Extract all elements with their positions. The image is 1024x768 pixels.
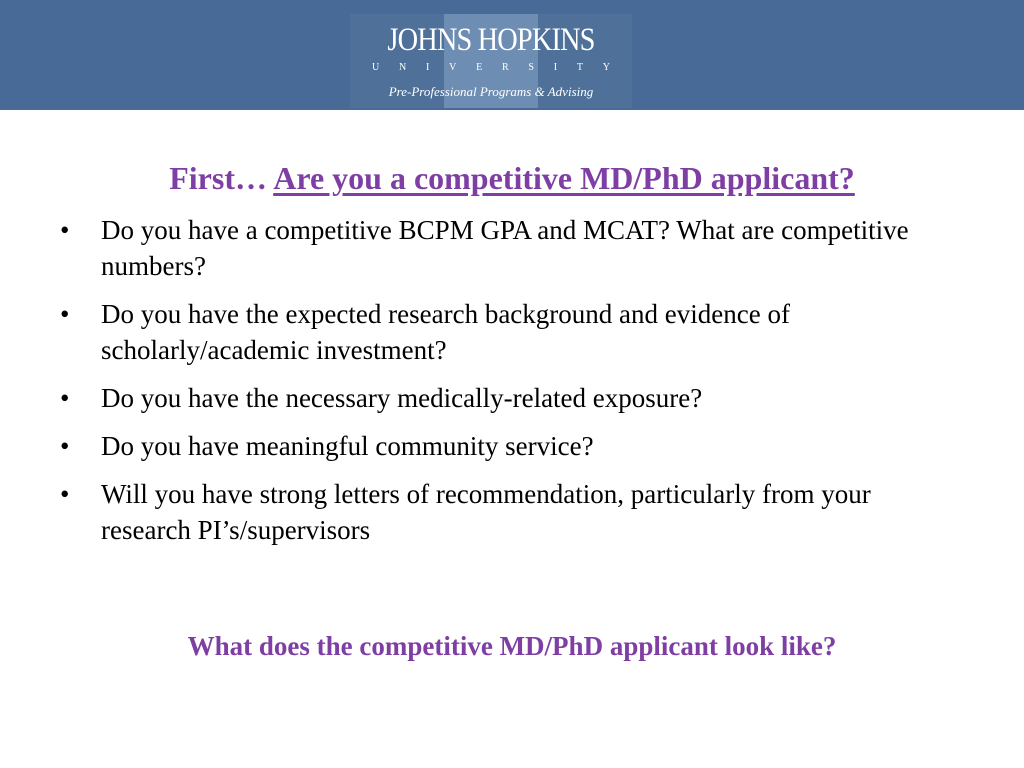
logo-letter: E (476, 62, 483, 73)
university-logo (350, 14, 632, 108)
bullet-dot-icon: • (60, 299, 70, 329)
title-prefix: First… (169, 160, 267, 196)
bullet-text: Do you have the necessary medically-related exposure? (101, 383, 703, 413)
bullet-item (60, 428, 980, 464)
bullet-text: Will you have strong letters of recommendation, particularly from your research PI’s/supervisors (101, 479, 871, 545)
bullet-text: Do you have the expected research background and evidence of scholarly/academic investment? (101, 299, 790, 365)
logo-university-wordmark (372, 62, 610, 74)
bullet-text: Do you have meaningful community service? (101, 431, 594, 461)
bullet-item (60, 212, 971, 284)
logo-letter: I (426, 62, 430, 73)
logo-letter: Y (602, 62, 610, 73)
bullet-list (60, 212, 980, 560)
logo-department: Pre-Professional Programs & Advising (388, 84, 594, 99)
bullet-dot-icon: • (60, 479, 70, 509)
bullet-item (60, 380, 980, 416)
logo-letter: T (576, 62, 583, 73)
logo-letter: I (553, 62, 558, 73)
bullet-dot-icon: • (60, 431, 70, 461)
bullet-item (60, 296, 951, 368)
logo-letter: R (501, 62, 509, 73)
closing-question: What does the competitive MD/PhD applicant look like? (187, 631, 837, 661)
logo-letter: U (372, 62, 380, 73)
bullet-dot-icon: • (60, 215, 70, 245)
logo-letter: N (399, 62, 407, 73)
title-highlight: Are you a competitive MD/PhD applicant? (273, 160, 855, 196)
logo-letter: V (449, 62, 457, 73)
logo-name: JOHNS HOPKINS (387, 22, 595, 58)
bullet-item (60, 476, 941, 548)
bullet-dot-icon: • (60, 383, 70, 413)
slide-title (0, 158, 1024, 198)
header-banner (0, 0, 1024, 110)
bullet-text: Do you have a competitive BCPM GPA and MCAT? What are competitive numbers? (101, 215, 909, 281)
logo-letter: S (528, 62, 534, 73)
